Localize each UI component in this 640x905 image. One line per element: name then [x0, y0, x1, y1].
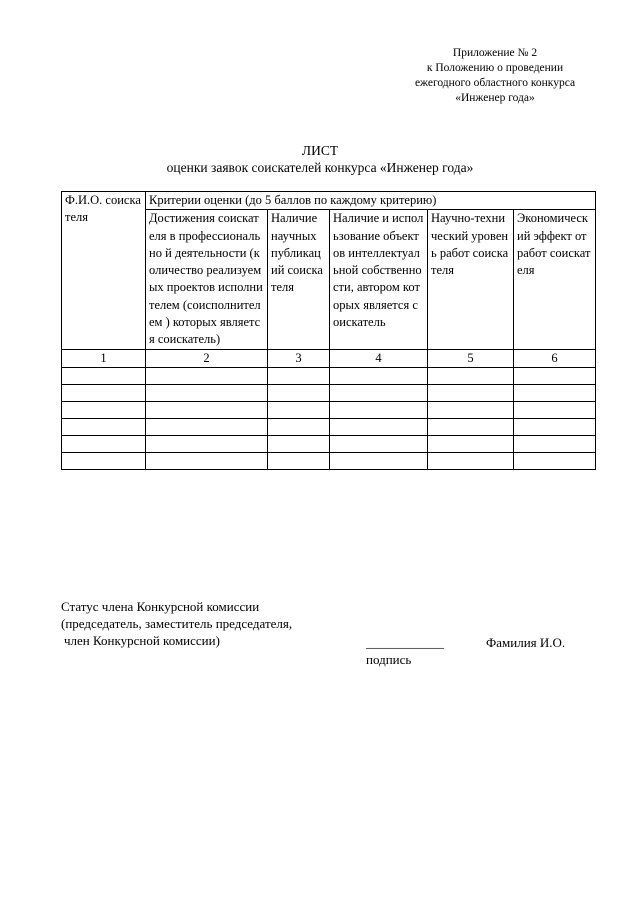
- table-cell[interactable]: [330, 367, 428, 384]
- table-row: [62, 367, 596, 384]
- appendix-number: Приложение № 2: [452, 47, 538, 59]
- column-number: 4: [330, 349, 428, 367]
- criterion-publications: Наличие научных публикаций соискателя: [268, 210, 330, 349]
- title-main: ЛИСТ: [301, 143, 339, 158]
- appendix-header: [390, 46, 600, 106]
- column-number: 5: [428, 349, 514, 367]
- table-cell[interactable]: [268, 367, 330, 384]
- appendix-contest-name: «Инженер года»: [455, 92, 535, 104]
- fio-label: Фамилия И.О.: [486, 635, 566, 650]
- table-cell[interactable]: [514, 435, 596, 452]
- table-cell[interactable]: [62, 401, 146, 418]
- table-cell[interactable]: [62, 384, 146, 401]
- table-cell[interactable]: [268, 435, 330, 452]
- table-cell[interactable]: [514, 401, 596, 418]
- table-cell[interactable]: [428, 418, 514, 435]
- table-cell[interactable]: [268, 384, 330, 401]
- evaluation-table: [61, 191, 596, 470]
- table-cell[interactable]: [146, 452, 268, 469]
- appendix-reference: к Положению о проведении: [426, 62, 564, 74]
- table-row: [62, 435, 596, 452]
- column-number: 1: [62, 349, 146, 367]
- column-number: 3: [268, 349, 330, 367]
- table-header-row: [62, 192, 596, 210]
- title-sub: оценки заявок соискателей конкурса «Инженер года»: [166, 160, 474, 175]
- commission-status: [61, 598, 292, 649]
- status-line: Статус члена Конкурсной комиссии: [61, 599, 260, 614]
- status-line: (председатель, заместитель председателя,: [61, 616, 293, 631]
- criterion-intellectual-property: Наличие и использование объектов интеллектуальной собственности, автором которых является соискатель: [330, 210, 428, 349]
- table-cell[interactable]: [514, 418, 596, 435]
- table-cell[interactable]: [62, 435, 146, 452]
- fio-header: Ф.И.О. соискателя: [62, 192, 146, 350]
- table-cell[interactable]: [330, 452, 428, 469]
- table-cell[interactable]: [268, 418, 330, 435]
- table-cell[interactable]: [146, 418, 268, 435]
- signature-line: ____________: [366, 635, 444, 650]
- table-row: [62, 384, 596, 401]
- appendix-contest: ежегодного областного конкурса: [414, 77, 576, 89]
- table-cell[interactable]: [428, 435, 514, 452]
- criterion-economic-effect: Экономический эффект от работ соискателя: [514, 210, 596, 349]
- table-cell[interactable]: [146, 435, 268, 452]
- status-line: член Конкурсной комиссии): [64, 633, 220, 648]
- table-cell[interactable]: [62, 367, 146, 384]
- table-cell[interactable]: [62, 418, 146, 435]
- document-title: [100, 142, 540, 176]
- table-cell[interactable]: [428, 384, 514, 401]
- table-row: [62, 452, 596, 469]
- criterion-technical-level: Научно-технический уровень работ соискателя: [428, 210, 514, 349]
- table-cell[interactable]: [514, 384, 596, 401]
- table-cell[interactable]: [428, 367, 514, 384]
- table-row: [62, 418, 596, 435]
- column-number: 2: [146, 349, 268, 367]
- column-number-row: [62, 349, 596, 367]
- criterion-achievements: Достижения соискателя в профессионально й деятельности (количество реализуемых проектов исполнителем (соисполнителем ) которых является соискатель): [146, 210, 268, 349]
- table-row: [62, 401, 596, 418]
- table-cell[interactable]: [428, 401, 514, 418]
- table-cell[interactable]: [514, 367, 596, 384]
- criteria-header: Критерии оценки (до 5 баллов по каждому критерию): [146, 192, 596, 210]
- table-cell[interactable]: [146, 367, 268, 384]
- table-cell[interactable]: [330, 384, 428, 401]
- column-number: 6: [514, 349, 596, 367]
- table-cell[interactable]: [514, 452, 596, 469]
- table-cell[interactable]: [146, 401, 268, 418]
- table-cell[interactable]: [428, 452, 514, 469]
- table-cell[interactable]: [330, 435, 428, 452]
- table-cell[interactable]: [62, 452, 146, 469]
- table-cell[interactable]: [330, 418, 428, 435]
- table-cell[interactable]: [268, 452, 330, 469]
- signature-caption: подпись: [366, 652, 412, 667]
- table-cell[interactable]: [146, 384, 268, 401]
- table-cell[interactable]: [330, 401, 428, 418]
- table-cell[interactable]: [268, 401, 330, 418]
